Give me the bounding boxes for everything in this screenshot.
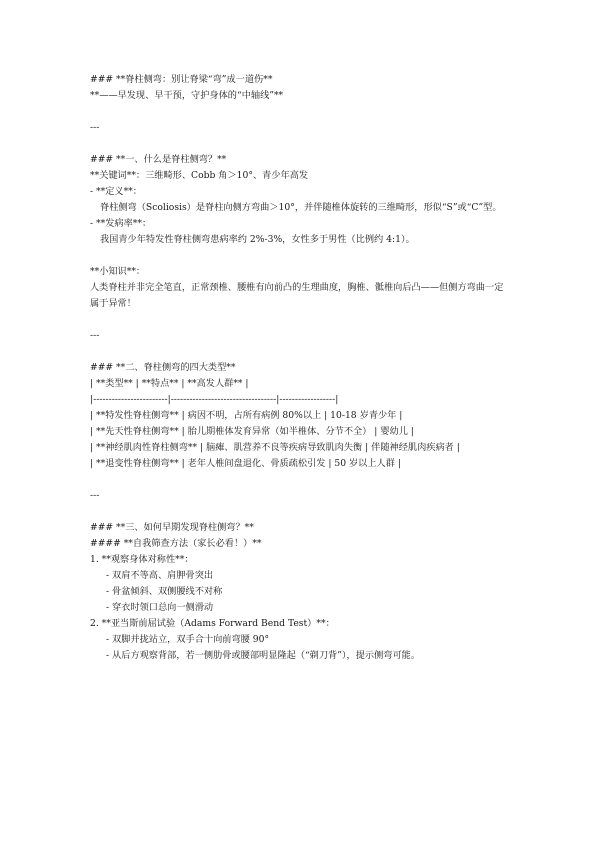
table-row: | **特发性脊柱侧弯** | 病因不明，占所有病例 80%以上 | 10-18 岁青少年 | bbox=[90, 410, 403, 421]
prevalence-label: - **发病率**： bbox=[90, 218, 152, 229]
section-heading: ### **三、如何早期发现脊柱侧弯？** bbox=[90, 522, 254, 533]
section-heading: ### **一、什么是脊柱侧弯？** bbox=[90, 154, 227, 165]
list-item-label: 2. **亚当斯前屈试验（Adams Forward Bend Test）**： bbox=[90, 618, 335, 629]
tip-text: 人类脊柱并非完全笔直，正常颈椎、腰椎有向前凸的生理曲度，胸椎、骶椎向后凸——但侧方弯曲一定属于异常！ bbox=[90, 282, 504, 309]
horizontal-rule: --- bbox=[90, 330, 100, 341]
document-body bbox=[90, 72, 510, 664]
list-item: - 从后方观察背部，若一侧肋骨或腰部明显隆起（“剃刀背”），提示侧弯可能。 bbox=[106, 650, 421, 661]
table-row: | **先天性脊柱侧弯** | 胎儿期椎体发育异常（如半椎体、分节不全） | 婴幼儿 | bbox=[90, 426, 414, 437]
subsection-heading: #### **自我筛查方法（家长必看！）** bbox=[90, 538, 262, 549]
keywords-line: **关键词**：三维畸形、Cobb 角＞10°、青少年高发 bbox=[90, 170, 309, 181]
doc-subtitle: **——早发现、早干预，守护身体的“中轴线”** bbox=[90, 90, 284, 101]
list-item: - 双肩不等高、肩胛骨突出 bbox=[106, 570, 214, 581]
definition-label: - **定义**： bbox=[90, 186, 142, 197]
doc-title: ### **脊柱侧弯：别让脊梁“弯”成一道伤** bbox=[90, 74, 273, 85]
table-row: | **神经肌肉性脊柱侧弯** | 脑瘫、肌营养不良等疾病导致肌肉失衡 | 伴随神经肌肉疾病者 | bbox=[90, 442, 460, 453]
section-heading: ### **二、脊柱侧弯的四大类型** bbox=[90, 362, 236, 373]
prevalence-text: 我国青少年特发性脊柱侧弯患病率约 2%-3%，女性多于男性（比例约 4:1）。 bbox=[100, 234, 415, 245]
horizontal-rule: --- bbox=[90, 490, 100, 501]
table-row: | **类型** | **特点** | **高发人群** | bbox=[90, 378, 249, 389]
list-item: - 双脚并拢站立，双手合十向前弯腰 90° bbox=[106, 634, 270, 645]
definition-text: 脊柱侧弯（Scoliosis）是脊柱向侧方弯曲＞10°，并伴随椎体旋转的三维畸形，形似“S”或“C”型。 bbox=[100, 202, 502, 213]
tip-label: **小知识**： bbox=[90, 266, 146, 277]
horizontal-rule: --- bbox=[90, 122, 100, 133]
table-row: | **退变性脊柱侧弯** | 老年人椎间盘退化、骨质疏松引发 | 50 岁以上人群 | bbox=[90, 458, 401, 469]
list-item-label: 1. **观察身体对称性**： bbox=[90, 554, 194, 565]
list-item: - 骨盆倾斜、双侧腰线不对称 bbox=[106, 586, 223, 597]
list-item: - 穿衣时领口总向一侧滑动 bbox=[106, 602, 214, 613]
table-row: |------------------------|----------------------------------|------------------| bbox=[90, 394, 339, 405]
